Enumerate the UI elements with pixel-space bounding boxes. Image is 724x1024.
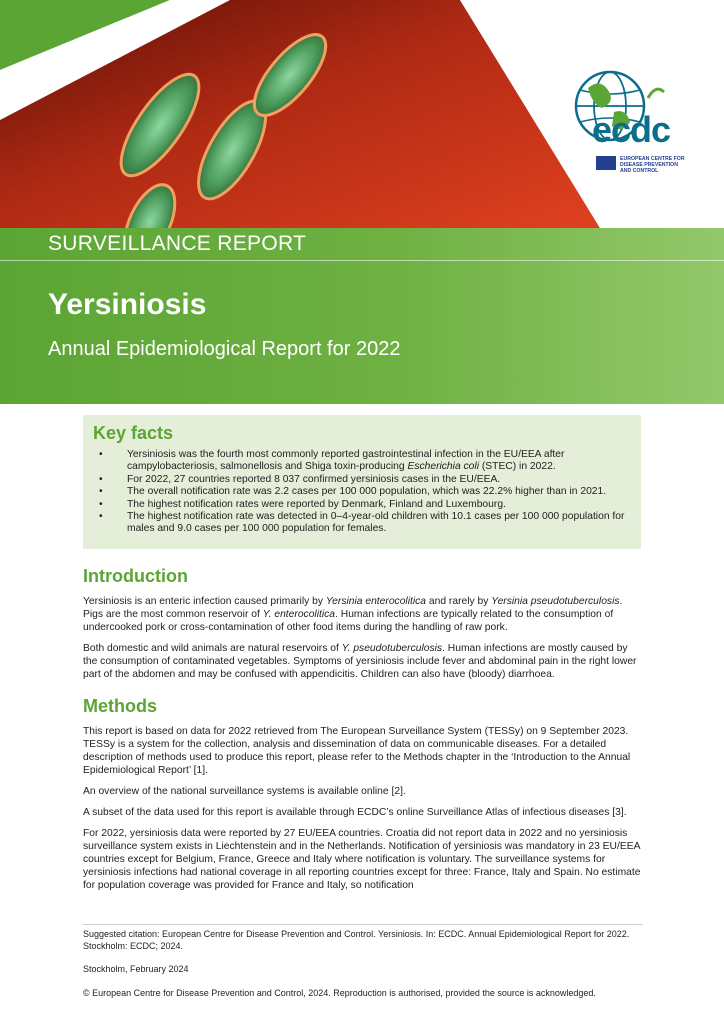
agency-name: EUROPEAN CENTRE FOR DISEASE PREVENTION AND CONTROL [620, 156, 685, 174]
list-item: • The overall notification rate was 2.2 cases per 100 000 population, which was 22.2% higher than in 2021. [93, 486, 629, 498]
list-item: • Yersiniosis was the fourth most commonly reported gastrointestinal infection in the EU/EEA after campylobacteriosis, salmonellosis and Shiga toxin-producing Escherichia coli (STEC) in 2022. [93, 449, 629, 474]
band-divider [0, 260, 724, 261]
methods-paragraph: For 2022, yersiniosis data were reported by 27 EU/EEA countries. Croatia did not report data in 2022 and no yersiniosis surveillance system exists in Liechtenstein and in the Netherlands. Notification of yersiniosis was mandatory in 23 EU/EEA countries except for Belgium, France, Greece and Italy where notification is voluntary. The surveillance systems for yersiniosis infections had national coverage in all reporting countries except for three: France, Italy and Spain. No estimate for population coverage was provided for France and Italy, so notification [83, 828, 641, 891]
ecdc-logo [566, 68, 686, 180]
methods-paragraph: An overview of the national surveillance systems is available online [2]. [83, 786, 406, 797]
page-title: Yersiniosis [48, 288, 207, 321]
key-facts-list [93, 449, 629, 536]
key-facts-title: Key facts [93, 423, 174, 443]
page-footer [83, 924, 643, 1011]
introduction-section [83, 566, 643, 689]
methods-paragraph: This report is based on data for 2022 retrieved from The European Surveillance System (TESSy) on 9 September 2023. TESSy is a system for the collection, analysis and dissemination of data on communicable diseases. For a detailed description of methods used to produce this report, please refer to the Methods chapter in the ‘Introduction to the Annual Epidemiological Report’ [1]. [83, 726, 631, 776]
cover-banner [0, 0, 724, 228]
citation-text: Suggested citation: European Centre for Disease Prevention and Control. Yersiniosis. In: ECDC. Annual Epidemiological Report for 2022. Stockholm: ECDC; 2024. [83, 929, 630, 951]
list-item: • The highest notification rates were reported by Denmark, Finland and Luxembourg. [93, 499, 629, 511]
place-date: Stockholm, February 2024 [83, 964, 189, 974]
list-item: • The highest notification rate was detected in 0–4-year-old children with 10.1 cases per 100 000 population for males and 9.0 cases per 100 000 population for females. [93, 511, 629, 536]
key-facts-box [83, 415, 641, 549]
methods-paragraph: A subset of the data used for this report is available through ECDC’s online Surveillance Atlas of infectious diseases [3]. [83, 807, 627, 818]
introduction-paragraph: Yersiniosis is an enteric infection caused primarily by Yersinia enterocolitica and rarely by Yersinia pseudotuberculosis. Pigs are the most common reservoir of Y. enterocolitica. Human infections are typically related to the consumption of undercooked pork or cross-contamination of other food items during the handling of raw pork. [83, 596, 623, 633]
logo-wordmark: ecdc [592, 109, 671, 150]
methods-section [83, 696, 643, 900]
page-subtitle: Annual Epidemiological Report for 2022 [48, 338, 401, 360]
introduction-paragraph: Both domestic and wild animals are natural reservoirs of Y. pseudotuberculosis. Human infections are mostly caused by the consumption of contaminated vegetables. Symptoms of yersiniosis include fever and abdominal pain in the right lower part of the abdomen and may be confused with appendicitis. Children can also have (bloody) diarrhoea. [83, 643, 637, 680]
list-item: • For 2022, 27 countries reported 8 037 confirmed yersiniosis cases in the EU/EEA. [93, 474, 629, 486]
eu-flag-icon [596, 156, 616, 170]
introduction-heading: Introduction [83, 566, 188, 586]
methods-heading: Methods [83, 696, 157, 716]
report-type: SURVEILLANCE REPORT [48, 232, 307, 255]
header-band [0, 228, 724, 404]
copyright-text: © European Centre for Disease Prevention and Control, 2024. Reproduction is authorised, provided the source is acknowledged. [83, 987, 596, 998]
